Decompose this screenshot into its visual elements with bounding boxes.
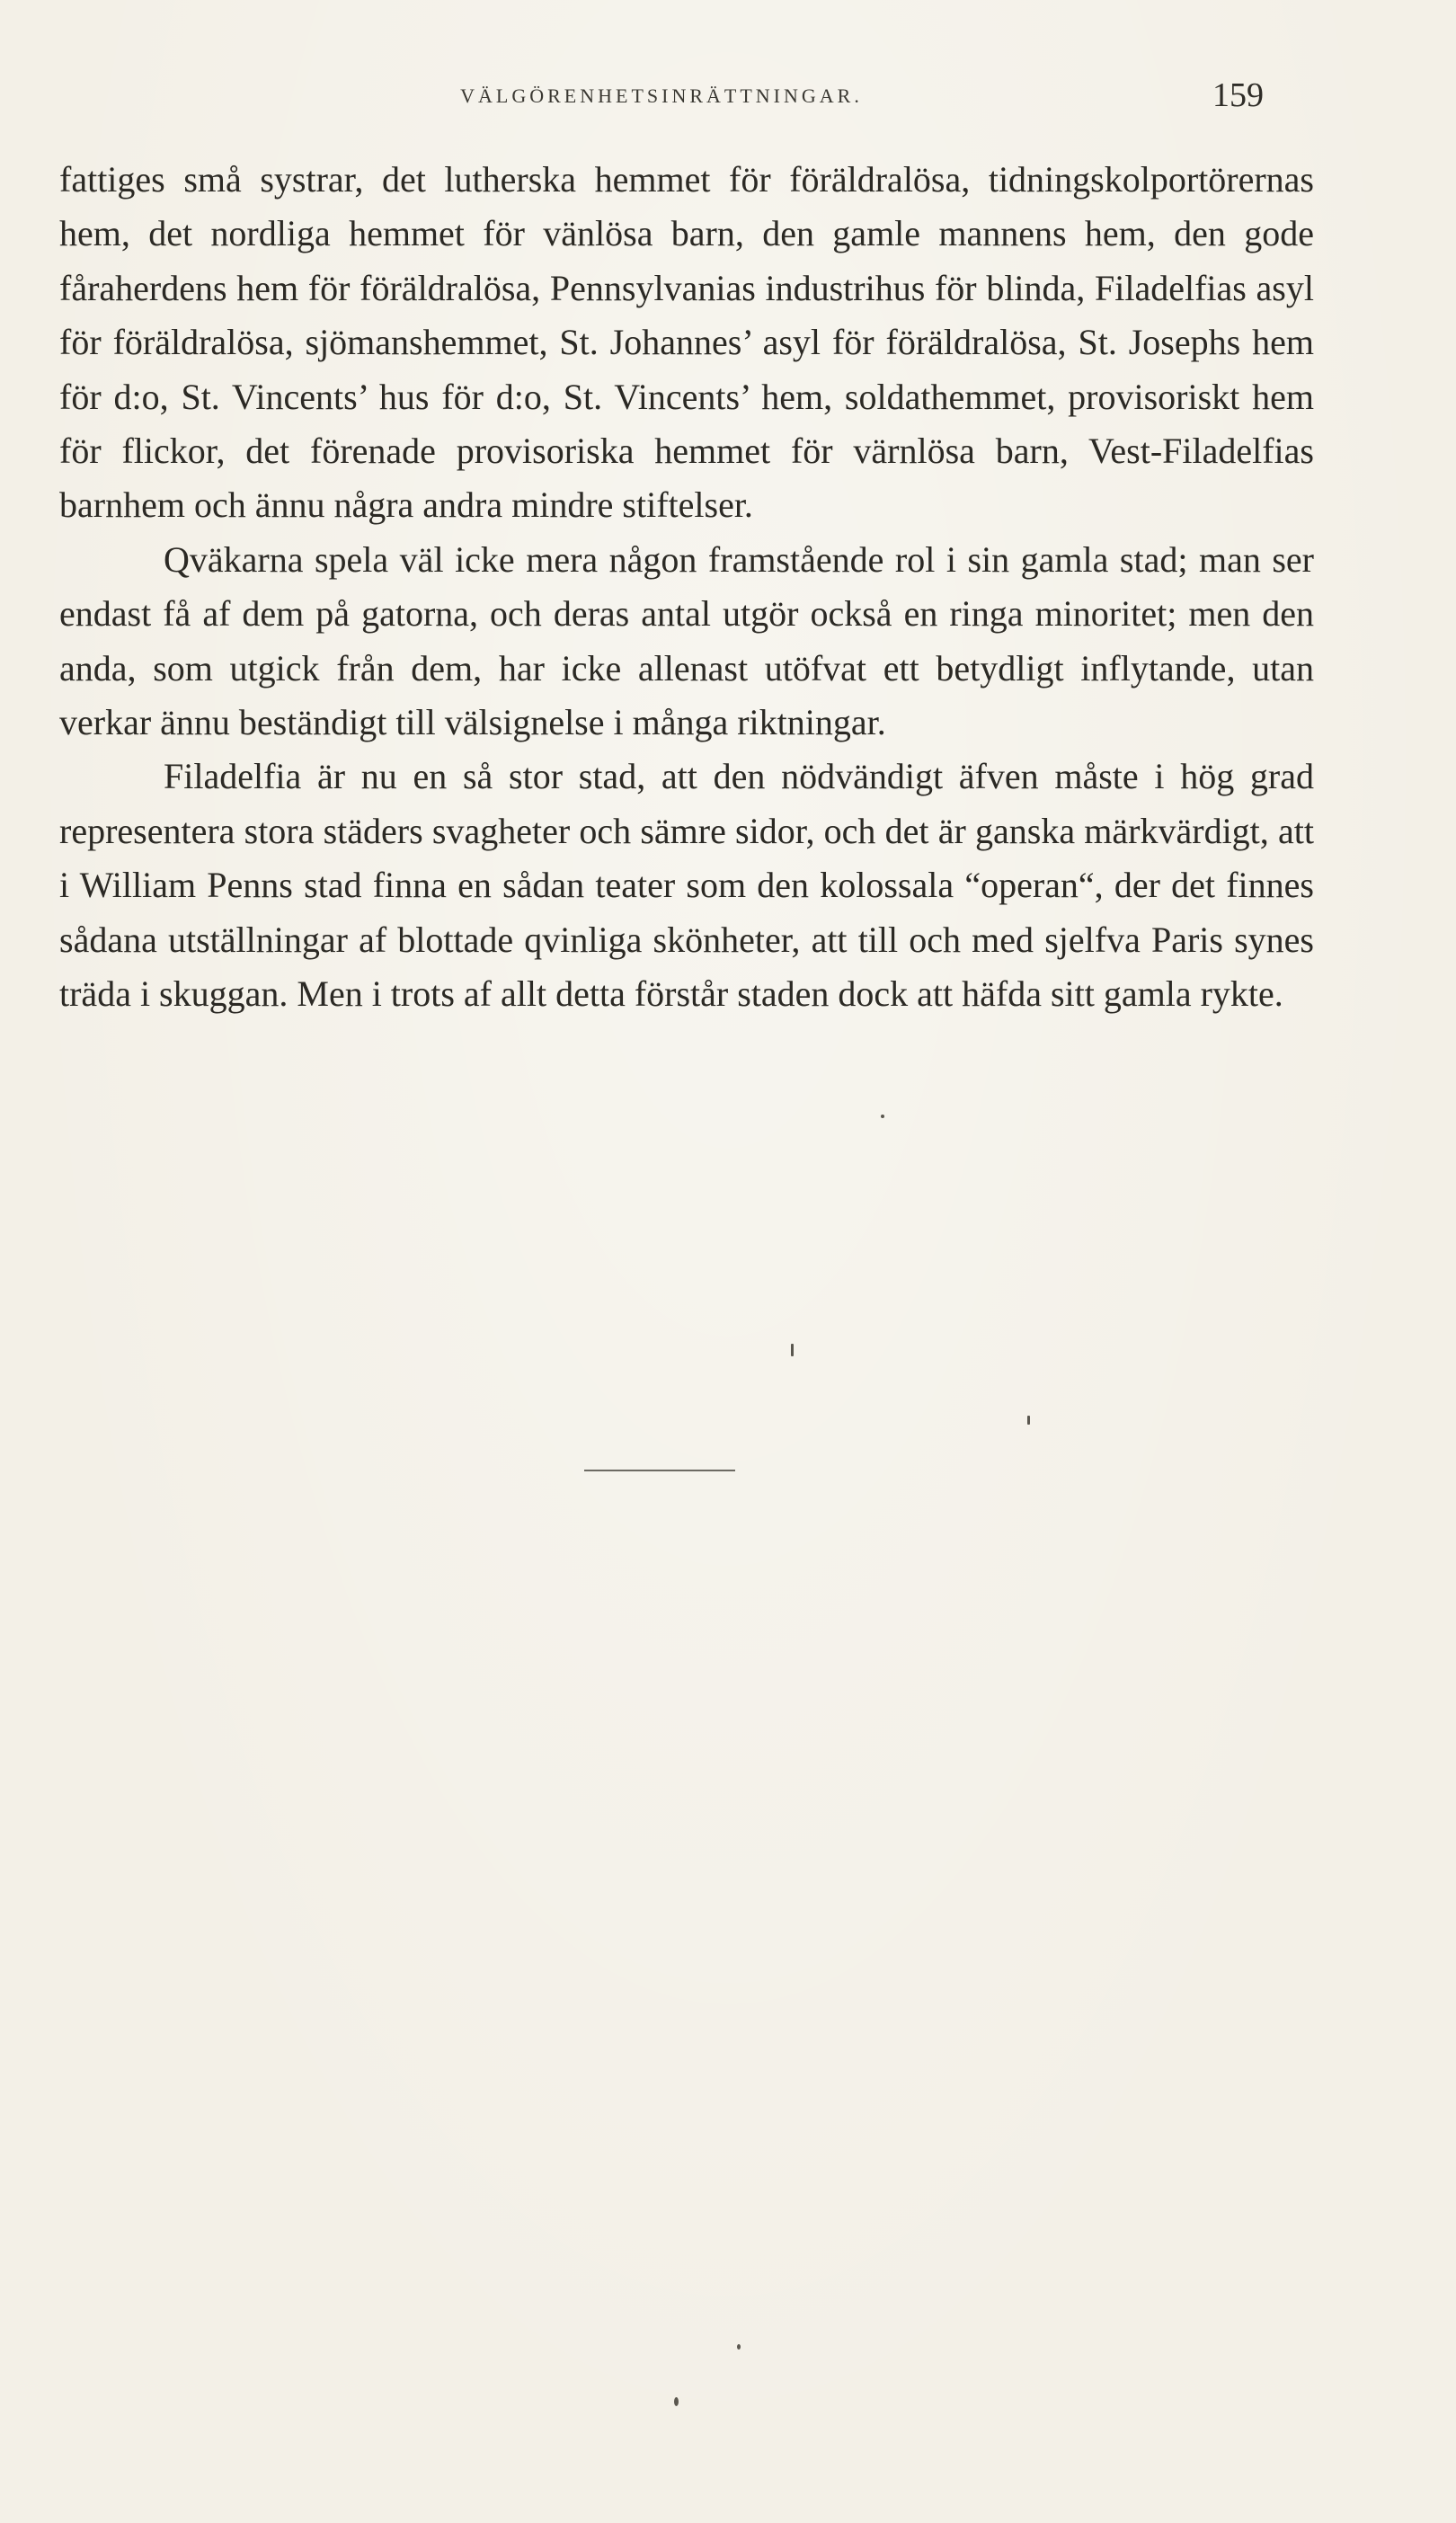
ink-speck: [1027, 1416, 1030, 1425]
ink-speck: [881, 1115, 884, 1118]
paragraph-1: fattiges små systrar, det lutherska hemmet för föräldralösa, tidningskolportörernas hem, det nordliga hemmet för vänlösa barn, den gamle mannens hem, den gode fåraherdens hem för föräldralösa, Pennsylvanias industrihus för blinda, Filadelfias asyl för föräldralösa, sjömanshemmet, St. Johannes’ asyl för föräldralösa, St. Josephs hem för d:o, St. Vincents’ hus för d:o, St. Vincents’ hem, soldathemmet, provisoriskt hem för flickor, det förenade provisoriska hemmet för värnlösa barn, Vest-Filadelfias barnhem och ännu några andra mindre stiftelser.: [59, 159, 1314, 526]
ink-speck: [791, 1344, 794, 1356]
end-rule: [584, 1470, 735, 1471]
paragraph-2: Qväkarna spela väl icke mera någon framstående rol i sin gamla stad; man ser endast få af dem på gatorna, och deras antal utgör också en ringa minoritet; men den anda, som utgick från dem, har icke allenast utöfvat ett betydligt inflytande, utan verkar ännu beständigt till välsignelse i många riktningar.: [59, 538, 1314, 743]
ink-speck: [674, 2397, 679, 2406]
ink-speck: [737, 2344, 741, 2350]
body-text: [59, 153, 1314, 1022]
page-number: 159: [1212, 76, 1264, 114]
running-head: VÄLGÖRENHETSINRÄTTNINGAR.: [460, 84, 863, 107]
paragraph-3: Filadelfia är nu en så stor stad, att den nödvändigt äfven måste i hög grad representera stora städers svagheter och sämre sidor, och det är ganska märkvärdigt, att i William Penns stad finna en sådan teater som den kolossala “operan“, der det finnes sådana utställningar af blottade qvinliga skönheter, att till och med sjelfva Paris synes träda i skuggan. Men i trots af allt detta förstår staden dock att häfda sitt gamla rykte.: [59, 756, 1314, 1015]
page-header: [59, 76, 1264, 129]
